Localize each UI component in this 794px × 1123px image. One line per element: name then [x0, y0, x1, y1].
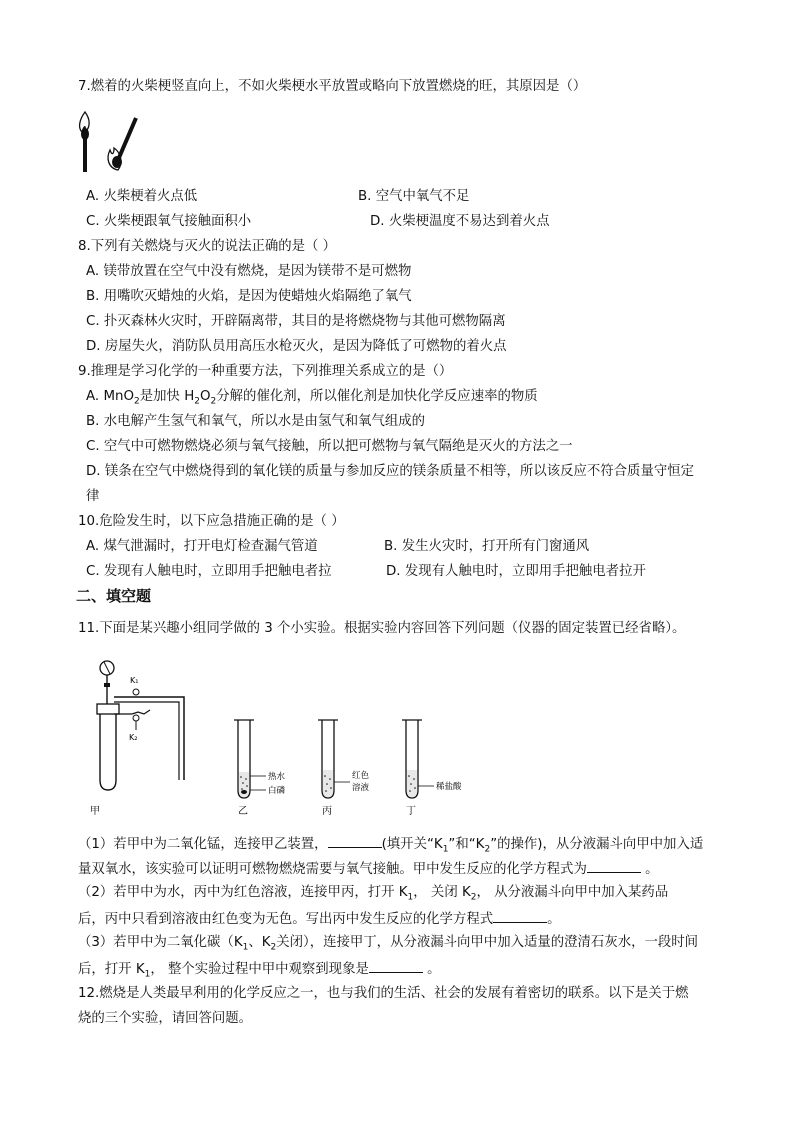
label-hot-water: 热水 — [268, 772, 286, 782]
q12-line2: 烧的三个实验，请回答问题。 — [78, 1011, 253, 1026]
q10-option-c: C. 发现有人触电时，立即用手把触电者拉 — [86, 564, 332, 579]
section-title: 二、填空题 — [76, 587, 152, 605]
q11-part1-line2: 量双氧水，该实验可以证明可燃物燃烧需要与氧气接触。甲中发生反应的化学方程式为 。 — [78, 859, 659, 879]
q10-option-b: B. 发生火灾时，打开所有门窗通风 — [384, 539, 590, 554]
q8-option-b: B. 用嘴吹灭蜡烛的火焰，是因为使蜡烛火焰隔绝了氧气 — [86, 289, 412, 304]
q11-part1-line1: （1）若甲中为二氧化锰，连接甲乙装置， (填开关“$K_1$”和“$K_2$”的操作)，从分液漏斗向甲中加入适 — [78, 834, 703, 859]
q7-stem: 7.燃着的火柴梗竖直向上，不如火柴梗水平放置或略向下放置燃烧的旺，其原因是（） — [78, 79, 587, 94]
label-jia: 甲 — [90, 806, 100, 817]
q7-option-b: B. 空气中氧气不足 — [358, 189, 470, 204]
q7-option-c: C. 火柴梗跟氧气接触面积小 — [86, 214, 252, 229]
q9-stem: 9.推理是学习化学的一种重要方法，下列推理关系成立的是（） — [78, 364, 453, 379]
q12-line1: 12.燃烧是人类最早利用的化学反应之一，也与我们的生活、社会的发展有着密切的联系。以下是关于燃 — [78, 986, 689, 1001]
q10-option-d: D. 发现有人触电时，立即用手把触电者拉开 — [386, 564, 646, 579]
k1-label: K₁ — [130, 676, 139, 685]
k2-label: K₂ — [129, 733, 138, 742]
q9-option-c: C. 空气中可燃物燃烧必须与氧气接触，所以把可燃物与氧气隔绝是灭火的方法之一 — [86, 439, 573, 454]
q11-part2-line2: 后，丙中只看到溶液由红色变为无色。写出丙中发生反应的化学方程式 。 — [78, 909, 561, 929]
label-red-1: 红色 — [352, 771, 370, 781]
label-red-2: 溶液 — [352, 783, 370, 793]
q7-option-a: A. 火柴梗着火点低 — [86, 189, 198, 204]
q9-option-d-cont: 律 — [86, 489, 100, 504]
q7-option-d: D. 火柴梗温度不易达到着火点 — [370, 214, 550, 229]
q10-stem: 10.危险发生时，以下应急措施正确的是（ ） — [78, 514, 345, 529]
q11-part3-line1: （3）若甲中为二氧化碳（$K_1$、$K_2$关闭），连接甲丁，从分液漏斗向甲中加入适量的澄清石灰水，一段时间 — [78, 935, 699, 953]
q11-part2-line1: （2）若甲中为水，丙中为红色溶液，连接甲丙，打开 $K_1$， 关闭 $K_2$， 从分液漏斗向甲中加入某药品 — [78, 885, 669, 903]
apparatus-figure — [88, 652, 488, 824]
label-ding: 丁 — [406, 806, 416, 817]
label-bing: 丙 — [322, 806, 332, 817]
q8-stem: 8.下列有关燃烧与灭火的说法正确的是（ ） — [78, 239, 337, 254]
match-illustration — [74, 110, 144, 176]
q9-option-d: D. 镁条在空气中燃烧得到的氧化镁的质量与参加反应的镁条质量不相等，所以该反应不符合质量守恒定 — [86, 464, 695, 479]
answer-blank[interactable] — [328, 834, 382, 848]
label-white-p: 白磷 — [268, 786, 286, 796]
q11-stem: 11.下面是某兴趣小组同学做的 3 个小实验。根据实验内容回答下列问题（仪器的固定装置已经省略）。 — [78, 621, 686, 636]
answer-blank[interactable] — [587, 859, 641, 873]
answer-blank[interactable] — [369, 959, 423, 973]
q9-option-b: B. 水电解产生氢气和氧气，所以水是由氢气和氧气组成的 — [86, 414, 426, 429]
q10-option-a: A. 煤气泄漏时，打开电灯检查漏气管道 — [86, 539, 318, 554]
q8-option-a: A. 镁带放置在空气中没有燃烧，是因为镁带不是可燃物 — [86, 264, 412, 279]
label-yi: 乙 — [238, 806, 248, 817]
q8-option-c: C. 扑灭森林火灾时，开辟隔离带，其目的是将燃烧物与其他可燃物隔离 — [86, 314, 506, 329]
q8-option-d: D. 房屋失火，消防队员用高压水枪灭火，是因为降低了可燃物的着火点 — [86, 339, 507, 354]
answer-blank[interactable] — [493, 909, 547, 923]
label-hcl: 稀盐酸 — [436, 782, 462, 792]
q9-option-a: A. MnO$_2$是加快 $H_2O_2$分解的催化剂，所以催化剂是加快化学反应速率的物质 — [86, 389, 538, 407]
q11-part3-line2: 后，打开 $K_1$， 整个实验过程中甲中观察到现象是 。 — [78, 959, 441, 984]
